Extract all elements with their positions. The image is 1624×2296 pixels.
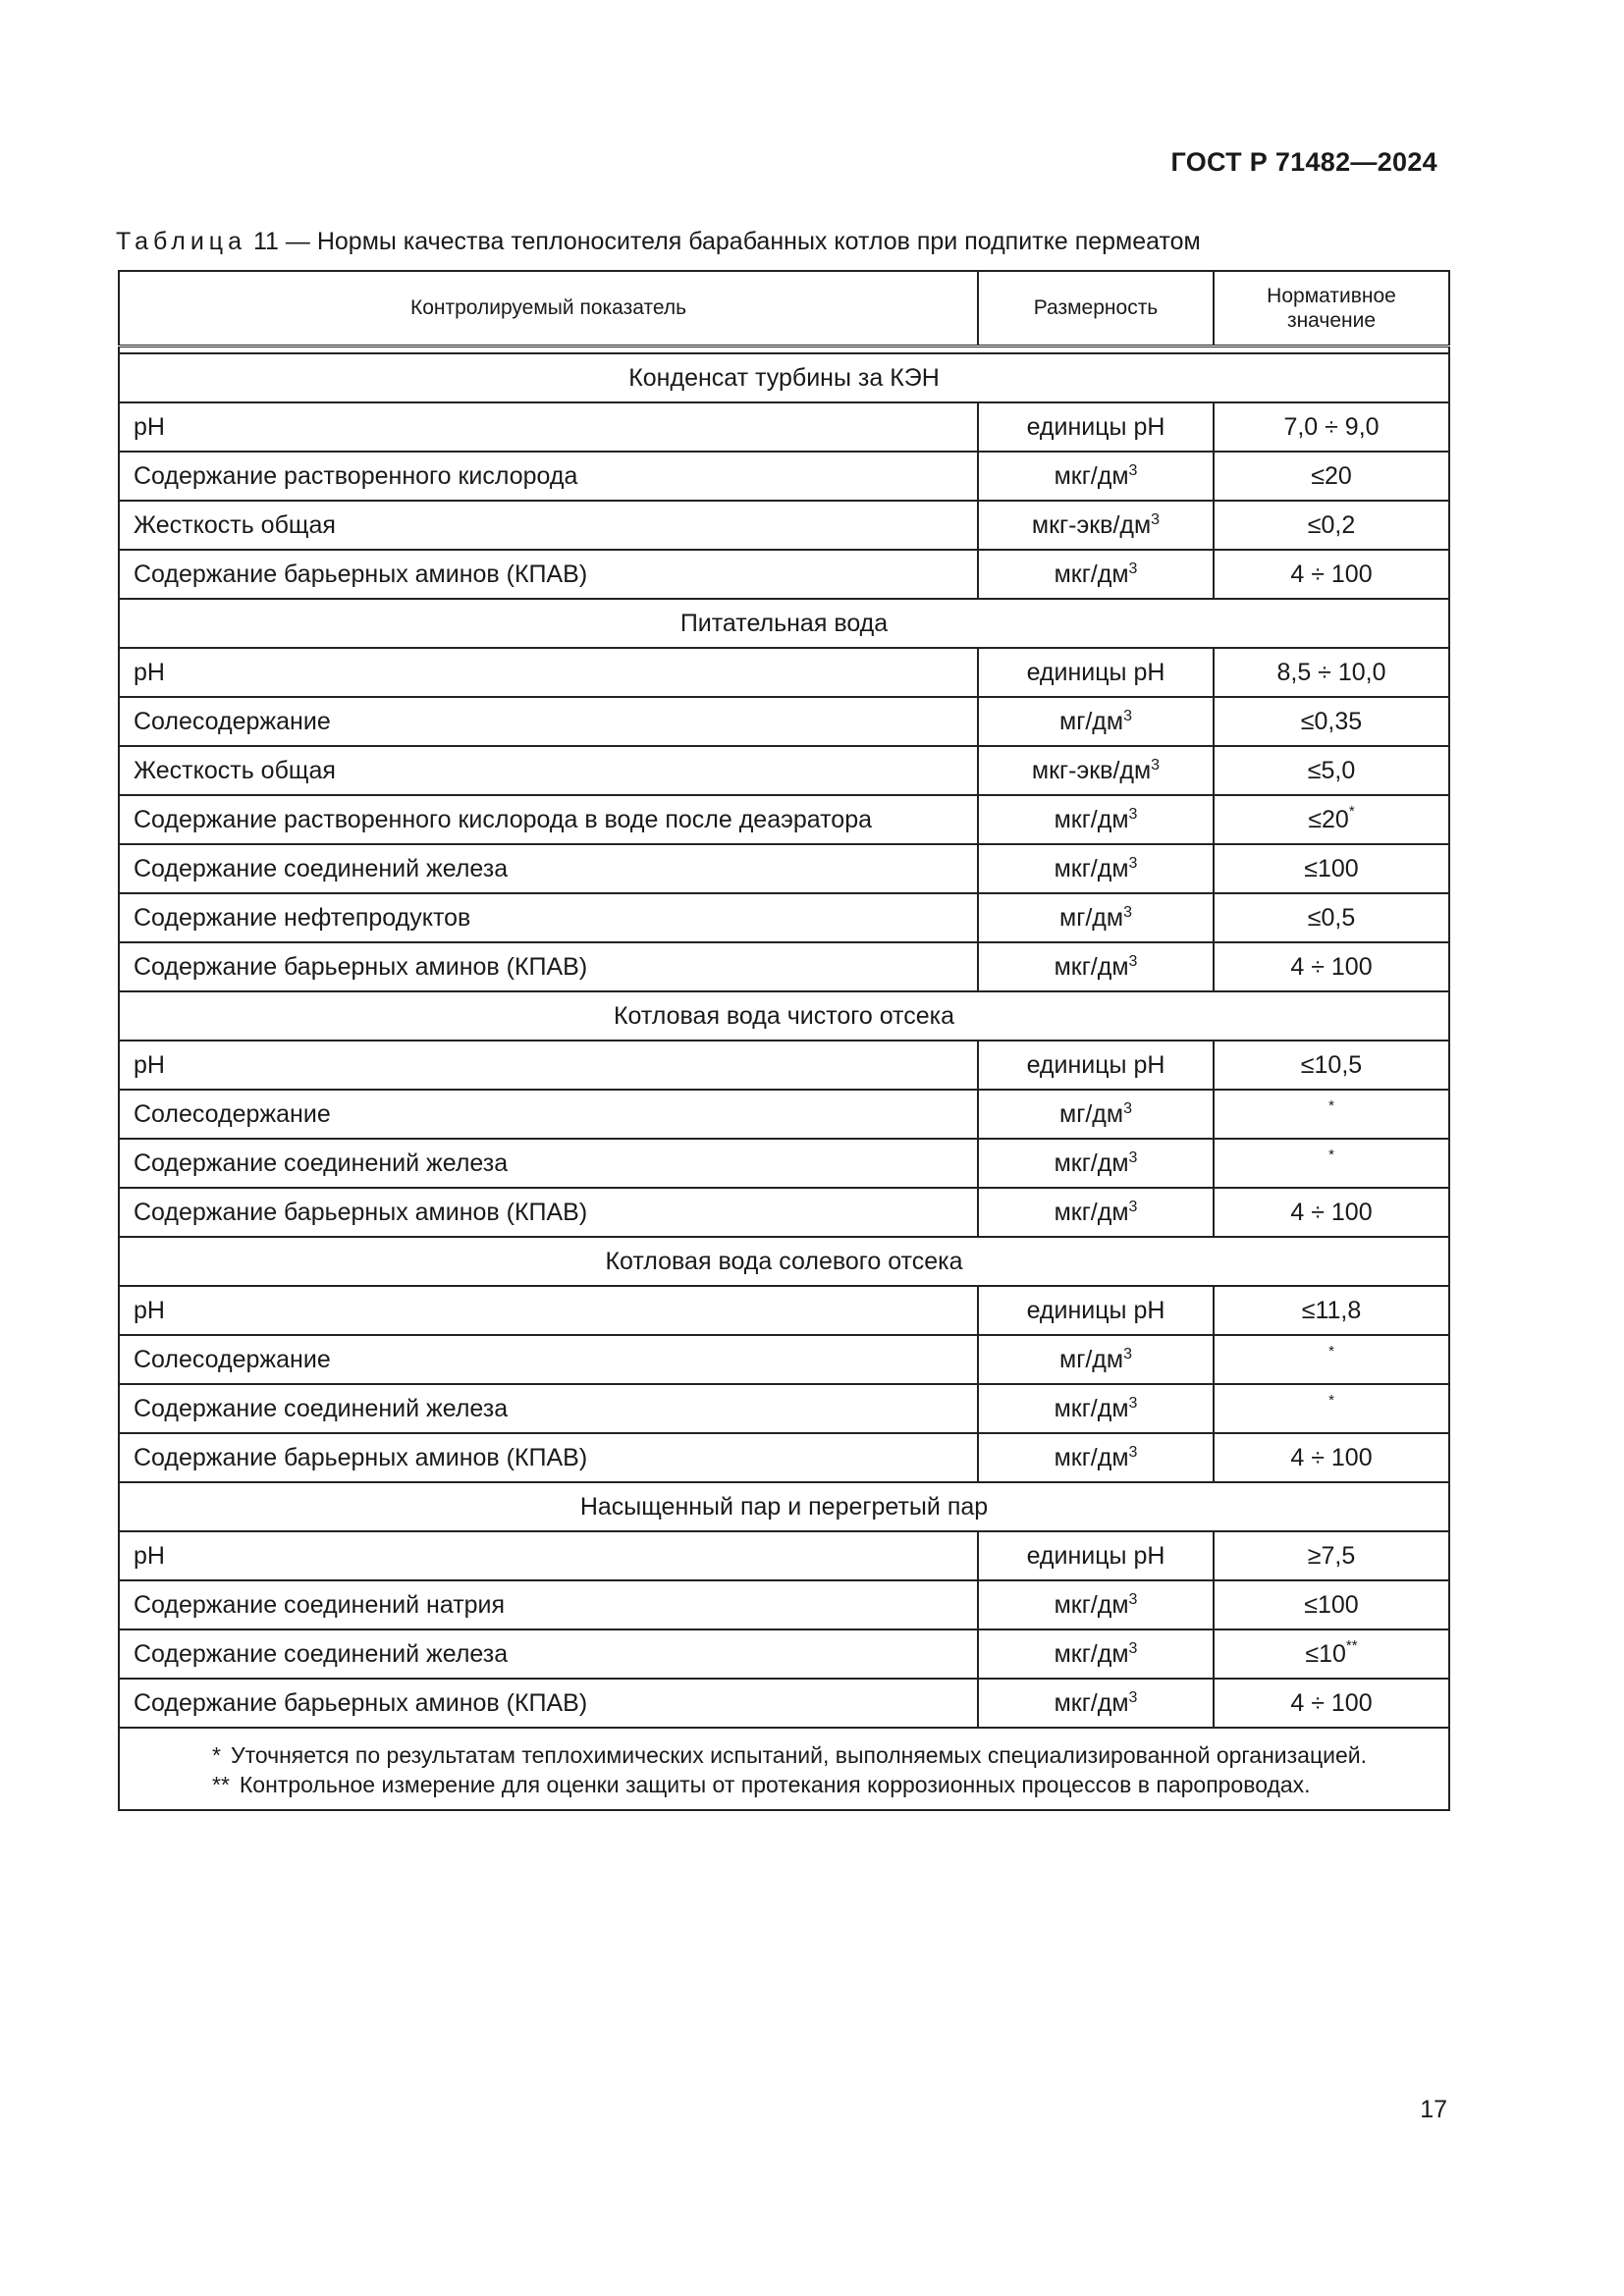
unit-text: мг/дм xyxy=(1059,1099,1124,1128)
table-body xyxy=(119,353,1449,1728)
unit-superscript: 3 xyxy=(1128,1148,1138,1166)
value-cell xyxy=(1214,648,1449,697)
value-text: ≤0,2 xyxy=(1307,510,1356,539)
table-row xyxy=(119,1679,1449,1728)
indicator-cell: pH xyxy=(119,1286,978,1335)
value-cell xyxy=(1214,1139,1449,1188)
unit-text: мкг/дм xyxy=(1054,461,1129,490)
table-row xyxy=(119,1384,1449,1433)
value-cell xyxy=(1214,942,1449,991)
table-caption-text: 11 — Нормы качества теплоносителя барабанных котлов при подпитке пермеатом xyxy=(252,228,1201,255)
footnote-1-text: Уточняется по результатам теплохимических испытаний, выполняемых специализированной организацией. xyxy=(230,1742,1368,1768)
section-title: Насыщенный пар и перегретый пар xyxy=(119,1482,1449,1531)
indicator-cell: pH xyxy=(119,1041,978,1090)
unit-superscript: 3 xyxy=(1128,854,1138,872)
unit-cell xyxy=(978,1139,1214,1188)
unit-cell xyxy=(978,1286,1214,1335)
table-caption xyxy=(116,228,1201,256)
unit-text: мкг-экв/дм xyxy=(1031,756,1152,784)
unit-cell xyxy=(978,550,1214,599)
unit-text: мкг/дм xyxy=(1054,952,1129,981)
value-cell xyxy=(1214,452,1449,501)
value-cell xyxy=(1214,1580,1449,1629)
indicator-cell: Содержание барьерных аминов (КПАВ) xyxy=(119,1188,978,1237)
section-title: Питательная вода xyxy=(119,599,1449,648)
section-header-row xyxy=(119,1237,1449,1286)
indicator-cell: pH xyxy=(119,648,978,697)
value-cell xyxy=(1214,893,1449,942)
unit-text: мкг/дм xyxy=(1054,805,1129,833)
value-cell xyxy=(1214,1679,1449,1728)
table-row xyxy=(119,550,1449,599)
unit-superscript: 3 xyxy=(1151,756,1161,774)
value-text: ≤100 xyxy=(1304,854,1359,882)
table-header-row xyxy=(119,271,1449,347)
footnote-1 xyxy=(134,1740,1435,1770)
value-text: ≤11,8 xyxy=(1301,1296,1362,1324)
table-row xyxy=(119,501,1449,550)
unit-text: мкг/дм xyxy=(1054,1590,1129,1619)
table-row xyxy=(119,1629,1449,1679)
table-row xyxy=(119,1188,1449,1237)
table-row xyxy=(119,1139,1449,1188)
unit-superscript: 3 xyxy=(1128,805,1138,823)
table-row xyxy=(119,746,1449,795)
value-cell xyxy=(1214,1384,1449,1433)
table-row xyxy=(119,402,1449,452)
value-cell xyxy=(1214,1041,1449,1090)
unit-superscript: 3 xyxy=(1128,952,1138,970)
unit-superscript: 3 xyxy=(1128,1394,1138,1412)
unit-text: единицы pH xyxy=(1026,658,1165,686)
unit-cell xyxy=(978,1335,1214,1384)
unit-cell xyxy=(978,893,1214,942)
section-title: Конденсат турбины за КЭН xyxy=(119,353,1449,402)
footnote-reference: * xyxy=(1328,1342,1334,1360)
indicator-cell: pH xyxy=(119,402,978,452)
unit-cell xyxy=(978,1679,1214,1728)
section-header-row xyxy=(119,599,1449,648)
value-text: ≥7,5 xyxy=(1307,1541,1356,1570)
value-text: ≤0,35 xyxy=(1300,707,1363,735)
indicator-cell: Содержание растворенного кислорода xyxy=(119,452,978,501)
column-header-value-text: Нормативное значение xyxy=(1267,284,1396,332)
table-row xyxy=(119,697,1449,746)
unit-cell xyxy=(978,452,1214,501)
indicator-cell: Содержание барьерных аминов (КПАВ) xyxy=(119,550,978,599)
unit-superscript: 3 xyxy=(1128,461,1138,479)
footnotes-row xyxy=(119,1728,1449,1810)
value-text: ≤10,5 xyxy=(1300,1050,1363,1079)
table-row xyxy=(119,1041,1449,1090)
value-cell xyxy=(1214,402,1449,452)
unit-cell xyxy=(978,1580,1214,1629)
unit-text: мкг/дм xyxy=(1054,560,1129,588)
footnote-reference: * xyxy=(1328,1146,1334,1163)
indicator-cell: Содержание соединений железа xyxy=(119,1629,978,1679)
indicator-cell: Содержание барьерных аминов (КПАВ) xyxy=(119,1433,978,1482)
unit-text: мкг/дм xyxy=(1054,1443,1129,1471)
value-cell xyxy=(1214,501,1449,550)
header-separator xyxy=(119,347,1449,354)
value-text: ≤0,5 xyxy=(1307,903,1356,932)
value-cell xyxy=(1214,746,1449,795)
page-number: 17 xyxy=(1420,2096,1447,2123)
value-cell xyxy=(1214,1531,1449,1580)
unit-superscript: 3 xyxy=(1123,1345,1132,1362)
value-text: 4 ÷ 100 xyxy=(1290,952,1373,981)
table-row xyxy=(119,795,1449,844)
value-cell xyxy=(1214,844,1449,893)
table-row xyxy=(119,1433,1449,1482)
value-cell xyxy=(1214,550,1449,599)
unit-cell xyxy=(978,1433,1214,1482)
table-row xyxy=(119,893,1449,942)
indicator-cell: Солесодержание xyxy=(119,1335,978,1384)
unit-text: мкг/дм xyxy=(1054,1148,1129,1177)
indicator-cell: Содержание соединений натрия xyxy=(119,1580,978,1629)
value-text: ≤100 xyxy=(1304,1590,1359,1619)
unit-superscript: 3 xyxy=(1128,1590,1138,1608)
norms-table xyxy=(118,270,1450,1811)
value-text: 8,5 ÷ 10,0 xyxy=(1276,658,1386,686)
unit-text: единицы pH xyxy=(1026,1296,1165,1324)
value-cell xyxy=(1214,1188,1449,1237)
unit-text: мкг/дм xyxy=(1054,1639,1129,1668)
table-row xyxy=(119,1286,1449,1335)
unit-cell xyxy=(978,1531,1214,1580)
column-header-value xyxy=(1214,271,1449,347)
table-row xyxy=(119,452,1449,501)
unit-text: мкг/дм xyxy=(1054,1198,1129,1226)
table-row xyxy=(119,1531,1449,1580)
unit-cell xyxy=(978,746,1214,795)
value-cell xyxy=(1214,1090,1449,1139)
unit-cell xyxy=(978,1090,1214,1139)
value-cell xyxy=(1214,1286,1449,1335)
unit-superscript: 3 xyxy=(1123,1099,1132,1117)
unit-text: мкг/дм xyxy=(1054,1688,1129,1717)
unit-superscript: 3 xyxy=(1128,1198,1138,1215)
footnote-reference: * xyxy=(1328,1391,1334,1409)
value-text: 4 ÷ 100 xyxy=(1290,1198,1373,1226)
value-text: ≤20 xyxy=(1308,805,1349,833)
footnote-2 xyxy=(134,1770,1435,1799)
value-text: ≤10 xyxy=(1305,1639,1346,1668)
unit-text: единицы pH xyxy=(1026,412,1165,441)
unit-text: мкг/дм xyxy=(1054,854,1129,882)
unit-cell xyxy=(978,697,1214,746)
column-header-indicator: Контролируемый показатель xyxy=(119,271,978,347)
value-cell xyxy=(1214,1433,1449,1482)
unit-superscript: 3 xyxy=(1128,1639,1138,1657)
table-row xyxy=(119,844,1449,893)
indicator-cell: Содержание растворенного кислорода в воде после деаэратора xyxy=(119,795,978,844)
document-id: ГОСТ Р 71482—2024 xyxy=(1170,147,1437,177)
value-cell xyxy=(1214,1335,1449,1384)
unit-superscript: 3 xyxy=(1151,510,1161,528)
unit-text: мг/дм xyxy=(1059,1345,1124,1373)
unit-superscript: 3 xyxy=(1123,707,1132,724)
table-row xyxy=(119,942,1449,991)
unit-cell xyxy=(978,942,1214,991)
unit-cell xyxy=(978,1188,1214,1237)
value-text: 4 ÷ 100 xyxy=(1290,1688,1373,1717)
indicator-cell: Содержание нефтепродуктов xyxy=(119,893,978,942)
indicator-cell: Жесткость общая xyxy=(119,746,978,795)
unit-cell xyxy=(978,648,1214,697)
unit-text: мкг/дм xyxy=(1054,1394,1129,1422)
column-header-unit: Размерность xyxy=(978,271,1214,347)
table-row xyxy=(119,1335,1449,1384)
value-text: ≤20 xyxy=(1311,461,1352,490)
value-text: ≤5,0 xyxy=(1307,756,1356,784)
value-cell xyxy=(1214,697,1449,746)
table-row xyxy=(119,1090,1449,1139)
value-text: 4 ÷ 100 xyxy=(1290,1443,1373,1471)
indicator-cell: Содержание соединений железа xyxy=(119,1139,978,1188)
unit-text: единицы pH xyxy=(1026,1050,1165,1079)
unit-cell xyxy=(978,844,1214,893)
unit-superscript: 3 xyxy=(1128,560,1138,577)
unit-superscript: 3 xyxy=(1128,1443,1138,1461)
footnote-2-marker: ** xyxy=(212,1772,230,1797)
section-header-row xyxy=(119,1482,1449,1531)
value-cell xyxy=(1214,1629,1449,1679)
value-cell xyxy=(1214,795,1449,844)
unit-cell xyxy=(978,795,1214,844)
unit-text: мг/дм xyxy=(1059,707,1124,735)
unit-cell xyxy=(978,501,1214,550)
table-row xyxy=(119,648,1449,697)
footnote-reference: * xyxy=(1328,1096,1334,1114)
indicator-cell: Содержание соединений железа xyxy=(119,844,978,893)
unit-cell xyxy=(978,402,1214,452)
indicator-cell: Содержание барьерных аминов (КПАВ) xyxy=(119,942,978,991)
unit-text: мкг-экв/дм xyxy=(1031,510,1152,539)
footnotes-cell xyxy=(119,1728,1449,1810)
section-header-row xyxy=(119,353,1449,402)
value-text: 7,0 ÷ 9,0 xyxy=(1283,412,1380,441)
section-title: Котловая вода чистого отсека xyxy=(119,991,1449,1041)
footnote-2-text: Контрольное измерение для оценки защиты от протекания коррозионных процессов в паропроводах. xyxy=(239,1772,1311,1797)
indicator-cell: Солесодержание xyxy=(119,697,978,746)
indicator-cell: Жесткость общая xyxy=(119,501,978,550)
unit-superscript: 3 xyxy=(1123,903,1132,921)
unit-cell xyxy=(978,1629,1214,1679)
footnote-reference: * xyxy=(1348,802,1355,820)
indicator-cell: pH xyxy=(119,1531,978,1580)
unit-text: мг/дм xyxy=(1059,903,1124,932)
indicator-cell: Содержание барьерных аминов (КПАВ) xyxy=(119,1679,978,1728)
indicator-cell: Содержание соединений железа xyxy=(119,1384,978,1433)
unit-superscript: 3 xyxy=(1128,1688,1138,1706)
table-caption-label: Таблица xyxy=(116,228,247,255)
section-header-row xyxy=(119,991,1449,1041)
unit-cell xyxy=(978,1041,1214,1090)
table-row xyxy=(119,1580,1449,1629)
unit-cell xyxy=(978,1384,1214,1433)
footnote-1-marker: * xyxy=(212,1742,221,1768)
indicator-cell: Солесодержание xyxy=(119,1090,978,1139)
value-text: 4 ÷ 100 xyxy=(1290,560,1373,588)
unit-text: единицы pH xyxy=(1026,1541,1165,1570)
footnote-reference: ** xyxy=(1345,1636,1358,1654)
section-title: Котловая вода солевого отсека xyxy=(119,1237,1449,1286)
